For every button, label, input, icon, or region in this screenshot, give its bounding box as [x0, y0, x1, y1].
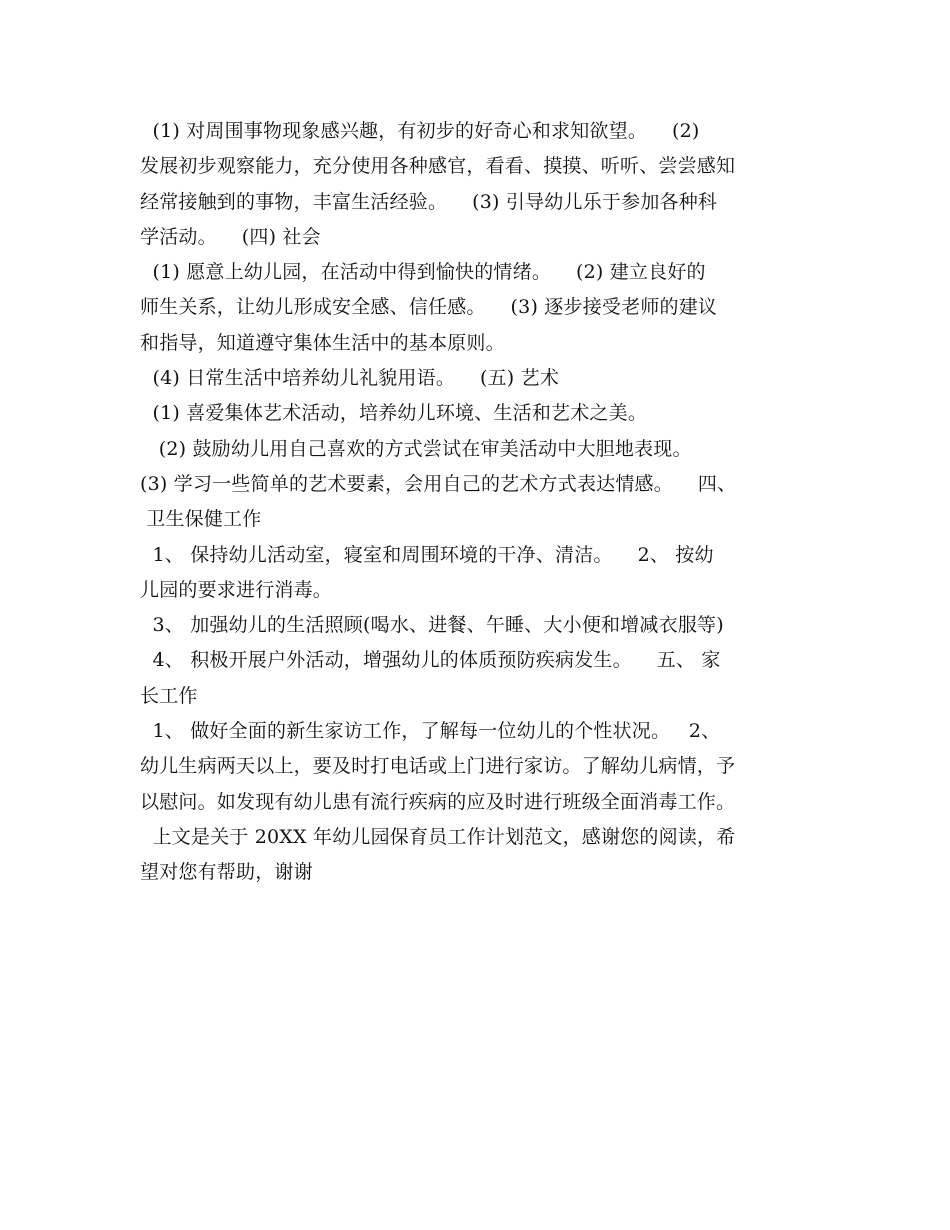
text-line: 长工作 — [140, 684, 198, 707]
text-line: (1) 愿意上幼儿园，在活动中得到愉快的情绪。 (2) 建立良好的 — [140, 261, 706, 284]
text-line: 望对您有帮助，谢谢 — [140, 861, 313, 884]
body-text — [140, 114, 830, 891]
text-line: 4、 积极开展户外活动，增强幼儿的体质预防疾病发生。 五、 家 — [140, 649, 721, 672]
text-line: (1) 喜爱集体艺术活动，培养幼儿环境、生活和艺术之美。 — [140, 402, 648, 425]
text-line: 3、 加强幼儿的生活照顾(喝水、进餐、午睡、大小便和增减衣服等) — [140, 614, 724, 637]
text-line: 经常接触到的事物，丰富生活经验。 (3) 引导幼儿乐于参加各种科 — [140, 190, 718, 213]
text-line: 儿园的要求进行消毒。 — [140, 578, 333, 601]
text-line: (4) 日常生活中培养幼儿礼貌用语。 (五) 艺术 — [140, 367, 560, 390]
text-line: (2) 鼓励幼儿用自己喜欢的方式尝试在审美活动中大胆地表现。 — [140, 437, 692, 460]
text-line: (1) 对周围事物现象感兴趣，有初步的好奇心和求知欲望。 (2) — [140, 120, 700, 142]
text-line: (3) 学习一些简单的艺术要素，会用自己的艺术方式表达情感。 四、 — [140, 472, 737, 495]
text-line: 学活动。 (四) 社会 — [140, 225, 321, 248]
text-line: 1、 做好全面的新生家访工作，了解每一位幼儿的个性状况。 2、 — [140, 720, 721, 743]
text-line: 幼儿生病两天以上，要及时打电话或上门进行家访。了解幼儿病情，予 — [140, 755, 736, 778]
text-line: 和指导，知道遵守集体生活中的基本原则。 — [140, 331, 505, 354]
text-line: 师生关系，让幼儿形成安全感、信任感。 (3) 逐步接受老师的建议 — [140, 296, 718, 319]
text-line: 发展初步观察能力，充分使用各种感官，看看、摸摸、听听、尝尝感知 — [140, 155, 736, 178]
text-line: 1、 保持幼儿活动室，寝室和周围环境的干净、清洁。 2、 按幼 — [140, 543, 714, 566]
text-line: 卫生保健工作 — [140, 508, 262, 531]
text-line: 以慰问。如发现有幼儿患有流行疾病的应及时进行班级全面消毒工作。 — [140, 790, 736, 813]
text-line: 上文是关于 20XX 年幼儿园保育员工作计划范文，感谢您的阅读，希 — [140, 825, 736, 848]
